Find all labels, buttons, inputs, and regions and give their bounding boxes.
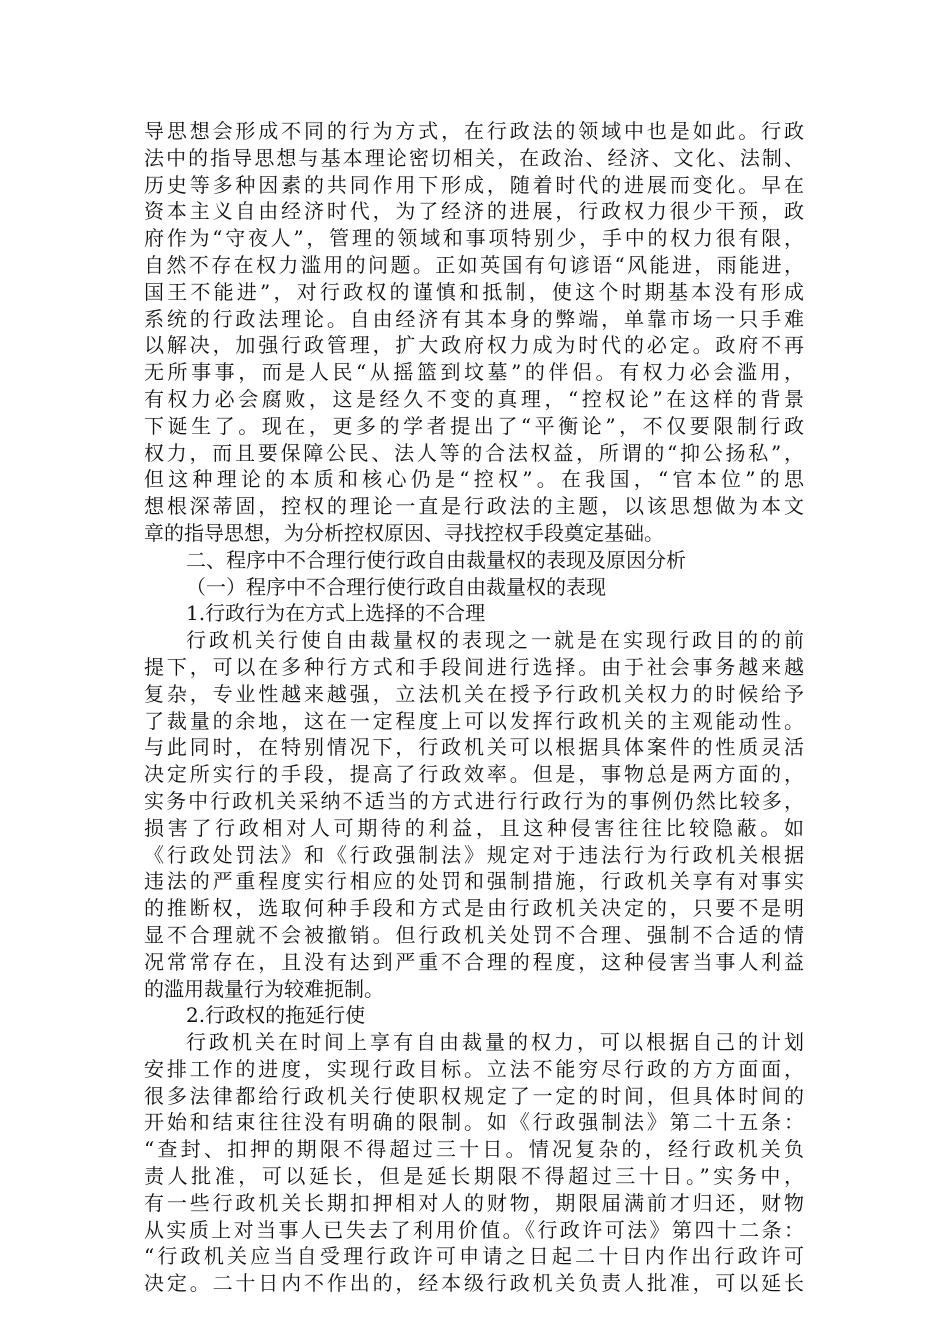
text-line: 决定所实行的手段，提高了行政效率。但是，事物总是两方面的， (144, 762, 804, 787)
text-line: 想根深蒂固，控权的理论一直是行政法的主题，以该思想做为本文 (144, 494, 804, 519)
text-line: 权力，而且要保障公民、法人等的合法权益，所谓的“抑公扬私”， (144, 440, 804, 465)
text-line: 二、程序中不合理行使行政自由裁量权的表现及原因分析 (186, 547, 686, 572)
text-line: 系统的行政法理论。自由经济有其本身的弊端，单靠市场一只手难 (144, 306, 804, 331)
document-page (144, 118, 804, 1297)
text-line: （一）程序中不合理行使行政自由裁量权的表现 (186, 574, 606, 599)
text-line: 法中的指导思想与基本理论密切相关，在政治、经济、文化、法制、 (144, 145, 804, 170)
text-line: 责人批准，可以延长，但是延长期限不得超过三十日。”实务中， (144, 1164, 804, 1189)
text-line: 复杂，专业性越来越强，立法机关在授予行政机关权力的时候给予 (144, 681, 804, 706)
text-line: 损害了行政相对人可期待的利益，且这种侵害往往比较隐蔽。如 (144, 815, 804, 840)
text-line: “行政机关应当自受理行政许可申请之日起二十日内作出行政许可 (144, 1244, 804, 1269)
text-line: 《行政处罚法》和《行政强制法》规定对于违法行为行政机关根据 (144, 842, 804, 867)
text-line: 从实质上对当事人已失去了利用价值。《行政许可法》第四十二条： (144, 1217, 804, 1242)
text-line: 无所事事，而是人民“从摇篮到坟墓”的伴侣。有权力必会滥用， (144, 360, 804, 385)
text-line: 行政机关行使自由裁量权的表现之一就是在实现行政目的的前 (186, 628, 804, 653)
text-line: 资本主义自由经济时代，为了经济的进展，行政权力很少干预，政 (144, 199, 804, 224)
text-line: 违法的严重程度实行相应的处罚和强制措施，行政机关享有对事实 (144, 869, 804, 894)
text-line: 开始和结束往往没有明确的限制。如《行政强制法》第二十五条： (144, 1110, 804, 1135)
text-line: 但这种理论的本质和核心仍是“控权”。在我国，“官本位”的思 (144, 467, 804, 492)
text-line: 自然不存在权力滥用的问题。正如英国有句谚语“风能进，雨能进， (144, 252, 804, 277)
text-line: 的推断权，选取何种手段和方式是由行政机关决定的，只要不是明 (144, 896, 804, 921)
text-line: 显不合理就不会被撤销。但行政机关处罚不合理、强制不合适的情 (144, 922, 804, 947)
text-line: 与此同时，在特别情况下，行政机关可以根据具体案件的性质灵活 (144, 735, 804, 760)
text-line: 国王不能进”，对行政权的谨慎和抵制，使这个时期基本没有形成 (144, 279, 804, 304)
text-line: 历史等多种因素的共同作用下形成，随着时代的进展而变化。早在 (144, 172, 804, 197)
text-line: 了裁量的余地，这在一定程度上可以发挥行政机关的主观能动性。 (144, 708, 804, 733)
text-line: 以解决，加强行政管理，扩大政府权力成为时代的必定。政府不再 (144, 333, 804, 358)
text-line: 2.行政权的拖延行使 (186, 1003, 366, 1028)
text-line: 的滥用裁量行为较难扼制。 (144, 976, 384, 1001)
text-line: 章的指导思想，为分析控权原因、寻找控权手段奠定基础。 (144, 520, 664, 545)
text-line: 有权力必会腐败，这是经久不变的真理，“控权论”在这样的背景 (144, 386, 804, 411)
text-line: 下诞生了。现在，更多的学者提出了“平衡论”，不仅要限制行政 (144, 413, 804, 438)
text-line: 府作为“守夜人”，管理的领域和事项特别少，手中的权力很有限， (144, 226, 804, 251)
text-line: 很多法律都给行政机关行使职权规定了一定的时间，但具体时间的 (144, 1083, 804, 1108)
text-line: 决定。二十日内不作出的，经本级行政机关负责人批准，可以延长 (144, 1271, 804, 1296)
text-line: 安排工作的进度，实现行政目标。立法不能穷尽行政的方方面面， (144, 1056, 804, 1081)
text-line: 1.行政行为在方式上选择的不合理 (186, 601, 486, 626)
text-line: 提下，可以在多种行方式和手段间进行选择。由于社会事务越来越 (144, 654, 804, 679)
text-line: “查封、扣押的期限不得超过三十日。情况复杂的，经行政机关负 (144, 1137, 804, 1162)
text-line: 行政机关在时间上享有自由裁量的权力，可以根据自己的计划 (186, 1030, 804, 1055)
text-line: 有一些行政机关长期扣押相对人的财物，期限届满前才归还，财物 (144, 1190, 804, 1215)
text-line: 导思想会形成不同的行为方式，在行政法的领域中也是如此。行政 (144, 119, 804, 143)
text-line: 实务中行政机关采纳不适当的方式进行行政行为的事例仍然比较多， (144, 788, 804, 813)
text-line: 况常常存在，且没有达到严重不合理的程度，这种侵害当事人利益 (144, 949, 804, 974)
